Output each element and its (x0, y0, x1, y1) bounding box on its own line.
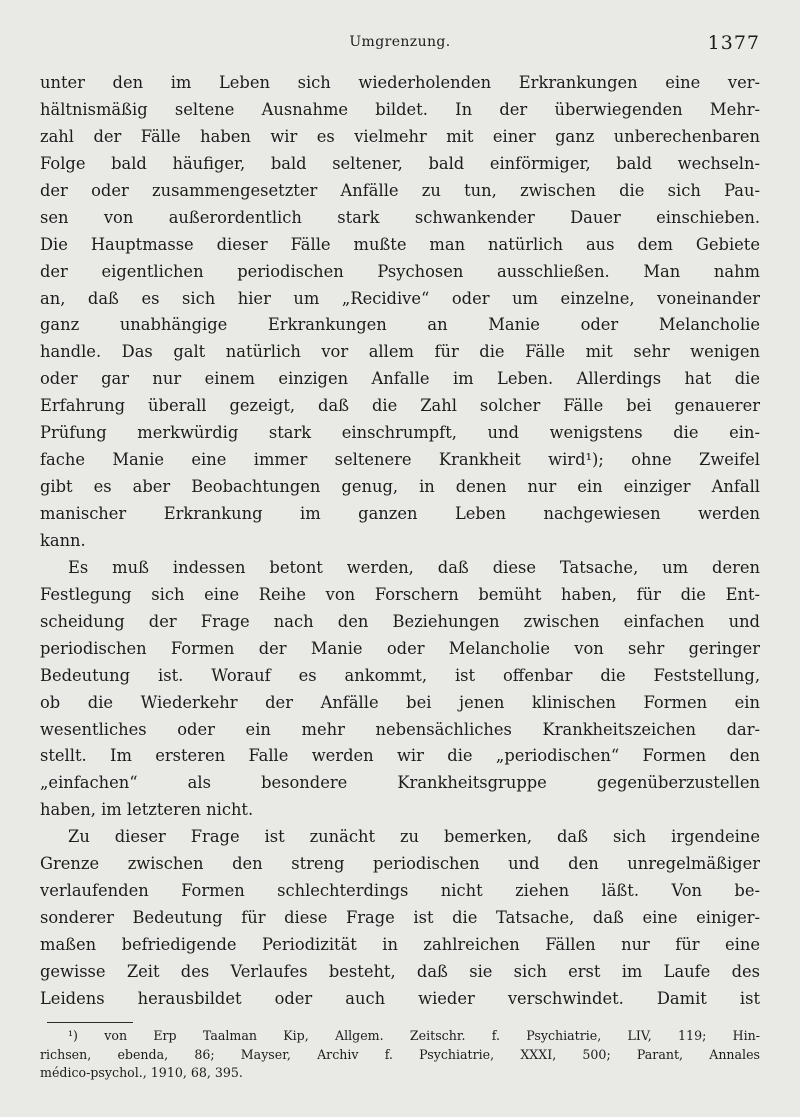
text-line: kann. (40, 530, 86, 550)
text-line: wesentliches oder ein mehr nebensächliches Krankheitszeichen dar- (40, 719, 760, 739)
text-line: oder gar nur einem einzigen Anfalle im Leben. Allerdings hat die (40, 369, 760, 389)
running-header (40, 30, 760, 60)
text-line: Festlegung sich eine Reihe von Forschern bemüht haben, für die Ent- (40, 584, 760, 604)
text-line: unter den im Leben sich wiederholenden Erkrankungen eine ver- (40, 73, 760, 92)
text-line: hältnismäßig seltene Ausnahme bildet. In der überwiegenden Mehr- (40, 99, 760, 119)
text-line: Folge bald häufiger, bald seltener, bald einförmiger, bald wechseln- (40, 153, 760, 173)
text-line: Leidens herausbildet oder auch wieder verschwindet. Damit ist (40, 988, 760, 1008)
text-line: fache Manie eine immer seltenere Krankheit wird¹); ohne Zweifel (40, 450, 760, 470)
text-line: periodischen Formen der Manie oder Melancholie von sehr geringer (40, 638, 760, 658)
text-line: haben, im letzteren nicht. (40, 800, 254, 820)
footnote-divider (47, 1022, 133, 1023)
text-line: gewisse Zeit des Verlaufes besteht, daß sie sich erst im Laufe des (40, 961, 760, 981)
text-line: der oder zusammengesetzter Anfälle zu tun, zwischen die sich Pau- (40, 180, 760, 200)
text-line: ob die Wiederkehr der Anfälle bei jenen klinischen Formen ein (40, 692, 760, 712)
text-line: handle. Das galt natürlich vor allem für die Fälle mit sehr wenigen (40, 342, 760, 362)
text-line: sonderer Bedeutung für diese Frage ist die Tatsache, daß eine einiger- (40, 908, 760, 928)
text-line: an, daß es sich hier um „Recidive“ oder um einzelne, voneinander (40, 288, 760, 308)
footnote-line: ¹) von Erp Taalman Kip, Allgem. Zeitschr. f. Psychiatrie, LIV, 119; Hin- (68, 1028, 760, 1043)
text-line: Grenze zwischen den streng periodischen und den unregelmäßiger (40, 854, 760, 874)
text-line: manischer Erkrankung im ganzen Leben nachgewiesen werden (40, 504, 760, 523)
footnote-line: richsen, ebenda, 86; Mayser, Archiv f. Psychiatrie, XXXI, 500; Parant, Annales (40, 1046, 760, 1062)
text-line: stellt. Im ersteren Falle werden wir die „periodischen“ Formen den (40, 746, 760, 766)
paragraph-start-line: Es muß indessen betont werden, daß diese Tatsache, um deren (68, 557, 760, 577)
text-line: sen von außerordentlich stark schwankender Dauer einschieben. (40, 207, 760, 227)
text-line: scheidung der Frage nach den Beziehungen zwischen einfachen und (40, 611, 760, 631)
text-line: Erfahrung überall gezeigt, daß die Zahl solcher Fälle bei genauerer (40, 396, 760, 416)
text-line: der eigentlichen periodischen Psychosen ausschließen. Man nahm (40, 261, 760, 281)
text-line: gibt es aber Beobachtungen genug, in denen nur ein einziger Anfall (40, 477, 760, 497)
page-number: 1377 (707, 32, 760, 54)
text-line: „einfachen“ als besondere Krankheitsgruppe gegenüberzustellen (40, 773, 760, 793)
body-text (40, 70, 760, 1013)
text-line: ganz unabhängige Erkrankungen an Manie oder Melancholie (40, 315, 760, 335)
footnote-line: médico-psychol., 1910, 68, 395. (40, 1065, 243, 1080)
text-line: verlaufenden Formen schlechterdings nicht ziehen läßt. Von be- (40, 881, 760, 901)
footnotes (40, 1027, 760, 1083)
text-line: Die Hauptmasse dieser Fälle mußte man natürlich aus dem Gebiete (40, 234, 760, 254)
running-title: Umgrenzung. (349, 34, 451, 50)
text-line: zahl der Fälle haben wir es vielmehr mit einer ganz unberechenbaren (40, 126, 760, 146)
text-line: maßen befriedigende Periodizität in zahlreichen Fällen nur für eine (40, 935, 760, 954)
text-line: Prüfung merkwürdig stark einschrumpft, und wenigstens die ein- (40, 423, 760, 443)
paragraph-start-line: Zu dieser Frage ist zunächt zu bemerken, daß sich irgendeine (68, 827, 760, 847)
text-line: Bedeutung ist. Worauf es ankommt, ist offenbar die Feststellung, (40, 665, 760, 685)
